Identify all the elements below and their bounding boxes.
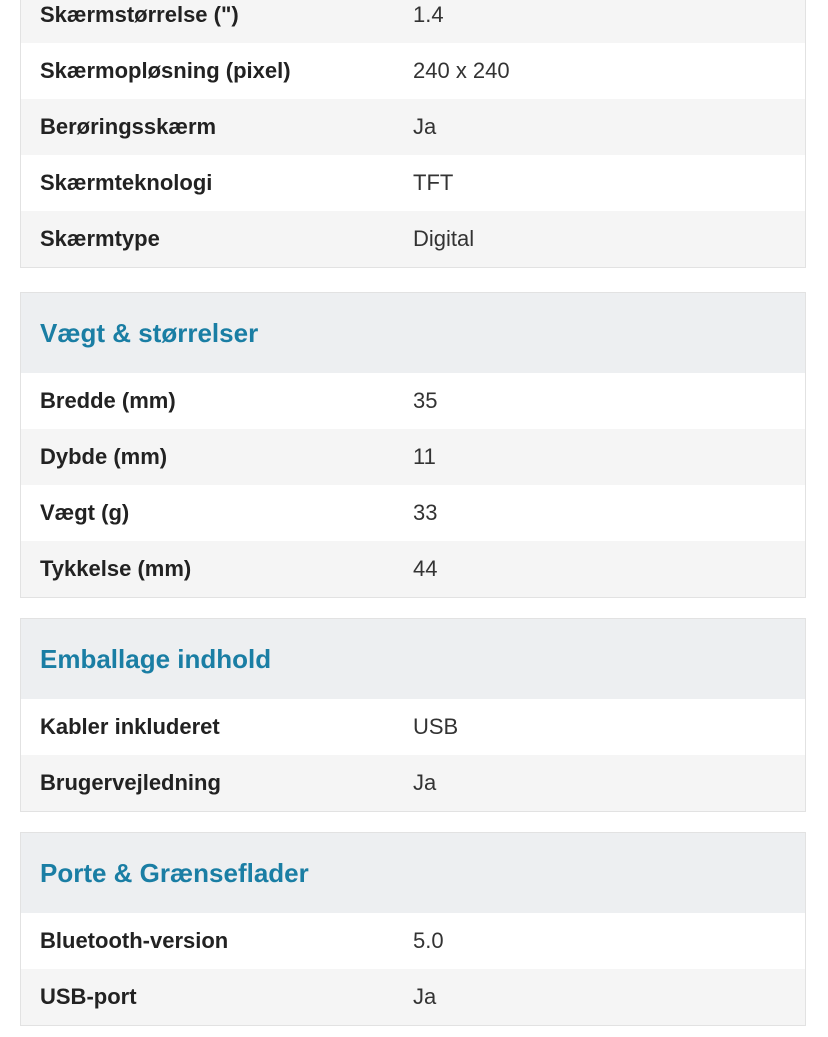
weight-size-section bbox=[20, 292, 806, 598]
spec-value: 44 bbox=[413, 556, 438, 581]
spec-label: Kabler inkluderet bbox=[40, 714, 220, 739]
spec-row-screen-type bbox=[21, 211, 805, 267]
spec-label: Vægt (g) bbox=[40, 500, 130, 525]
section-title: Vægt & størrelser bbox=[40, 317, 259, 348]
spec-label: Tykkelse (mm) bbox=[40, 556, 192, 581]
spec-value: 240 x 240 bbox=[413, 58, 510, 83]
spec-value: 11 bbox=[413, 444, 436, 469]
spec-row-manual bbox=[21, 755, 805, 811]
display-spec-section bbox=[20, 0, 806, 268]
spec-row-screen-size bbox=[21, 0, 805, 43]
section-header bbox=[21, 833, 805, 913]
spec-value: Ja bbox=[413, 770, 437, 795]
spec-label: Skærmtype bbox=[40, 226, 160, 251]
spec-value: TFT bbox=[413, 170, 454, 195]
spec-label: USB-port bbox=[40, 984, 137, 1009]
spec-row-width bbox=[21, 373, 805, 429]
spec-row-thickness bbox=[21, 541, 805, 597]
spec-value: 35 bbox=[413, 388, 438, 413]
spec-value: 33 bbox=[413, 500, 438, 525]
spec-label: Brugervejledning bbox=[40, 770, 221, 795]
spec-value: Ja bbox=[413, 114, 437, 139]
spec-label: Skærmopløsning (pixel) bbox=[40, 58, 291, 83]
spec-value: 1.4 bbox=[413, 2, 444, 27]
spec-label: Skærmteknologi bbox=[40, 170, 213, 195]
spec-row-bluetooth bbox=[21, 913, 805, 969]
section-title: Porte & Grænseflader bbox=[40, 857, 309, 888]
spec-label: Skærmstørrelse (") bbox=[40, 2, 239, 27]
spec-value: 5.0 bbox=[413, 928, 444, 953]
spec-row-screen-resolution bbox=[21, 43, 805, 99]
spec-row-touchscreen bbox=[21, 99, 805, 155]
spec-row-screen-technology bbox=[21, 155, 805, 211]
section-header bbox=[21, 619, 805, 699]
spec-row-depth bbox=[21, 429, 805, 485]
spec-label: Berøringsskærm bbox=[40, 114, 217, 139]
spec-label: Bredde (mm) bbox=[40, 388, 176, 413]
spec-value: USB bbox=[413, 714, 459, 739]
spec-value: Digital bbox=[413, 226, 475, 251]
package-contents-section bbox=[20, 618, 806, 812]
section-title: Emballage indhold bbox=[40, 643, 272, 674]
spec-label: Dybde (mm) bbox=[40, 444, 168, 469]
spec-row-usb-port bbox=[21, 969, 805, 1025]
spec-label: Bluetooth-version bbox=[40, 928, 229, 953]
spec-value: Ja bbox=[413, 984, 437, 1009]
spec-row-cables bbox=[21, 699, 805, 755]
spec-row-weight bbox=[21, 485, 805, 541]
ports-interfaces-section bbox=[20, 832, 806, 1026]
section-header bbox=[21, 293, 805, 373]
